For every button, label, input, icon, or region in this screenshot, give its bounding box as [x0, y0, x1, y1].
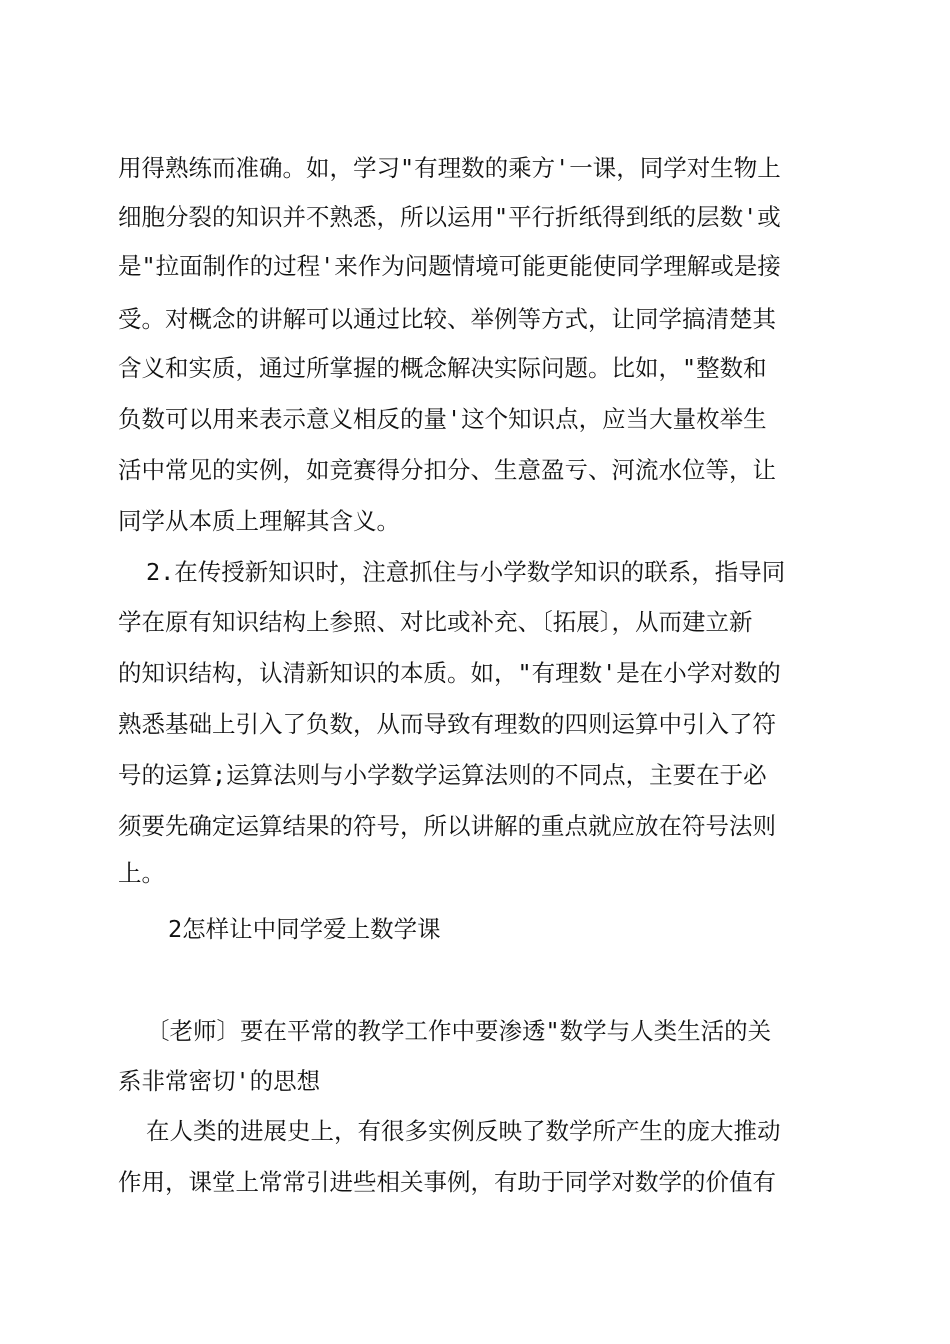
paragraph-line: 熟悉基础上引入了负数，从而导致有理数的四则运算中引入了符: [118, 710, 776, 738]
paragraph-line: 负数可以用来表示意义相反的量'这个知识点，应当大量枚举生: [118, 405, 767, 433]
paragraph-line: 〔老师〕要在平常的教学工作中要渗透"数学与人类生活的关: [146, 1017, 772, 1045]
paragraph-line: 上。: [118, 859, 165, 887]
paragraph-line: 的知识结构，认清新知识的本质。如，"有理数'是在小学对数的: [118, 659, 781, 687]
paragraph-line: 号的运算;运算法则与小学数学运算法则的不同点，主要在于必: [118, 761, 767, 789]
paragraph-line: 须要先确定运算结果的符号，所以讲解的重点就应放在符号法则: [118, 812, 776, 840]
paragraph-line: 同学从本质上理解其含义。: [118, 507, 400, 535]
paragraph-line: 受。对概念的讲解可以通过比较、举例等方式，让同学搞清楚其: [118, 305, 776, 333]
paragraph-line: 活中常见的实例，如竞赛得分扣分、生意盈亏、河流水位等，让: [118, 456, 776, 484]
paragraph-line: 用得熟练而准确。如，学习"有理数的乘方'一课，同学对生物上: [118, 154, 781, 182]
paragraph-line: 在人类的进展史上，有很多实例反映了数学所产生的庞大推动: [146, 1117, 781, 1145]
paragraph-line: 2.在传授新知识时，注意抓住与小学数学知识的联系，指导同: [146, 558, 786, 586]
paragraph-line: 学在原有知识结构上参照、对比或补充、〔拓展〕，从而建立新: [118, 608, 753, 636]
paragraph-line: 作用，课堂上常常引进些相关事例，有助于同学对数学的价值有: [118, 1168, 776, 1196]
paragraph-line: 是"拉面制作的过程'来作为问题情境可能更能使同学理解或是接: [118, 252, 781, 280]
paragraph-line: 细胞分裂的知识并不熟悉，所以运用"平行折纸得到纸的层数'或: [118, 203, 781, 231]
paragraph-line: 系非常密切'的思想: [118, 1067, 321, 1095]
paragraph-line: 含义和实质，通过所掌握的概念解决实际问题。比如，"整数和: [118, 354, 767, 382]
section-heading: 2怎样让中同学爱上数学课: [168, 915, 441, 943]
